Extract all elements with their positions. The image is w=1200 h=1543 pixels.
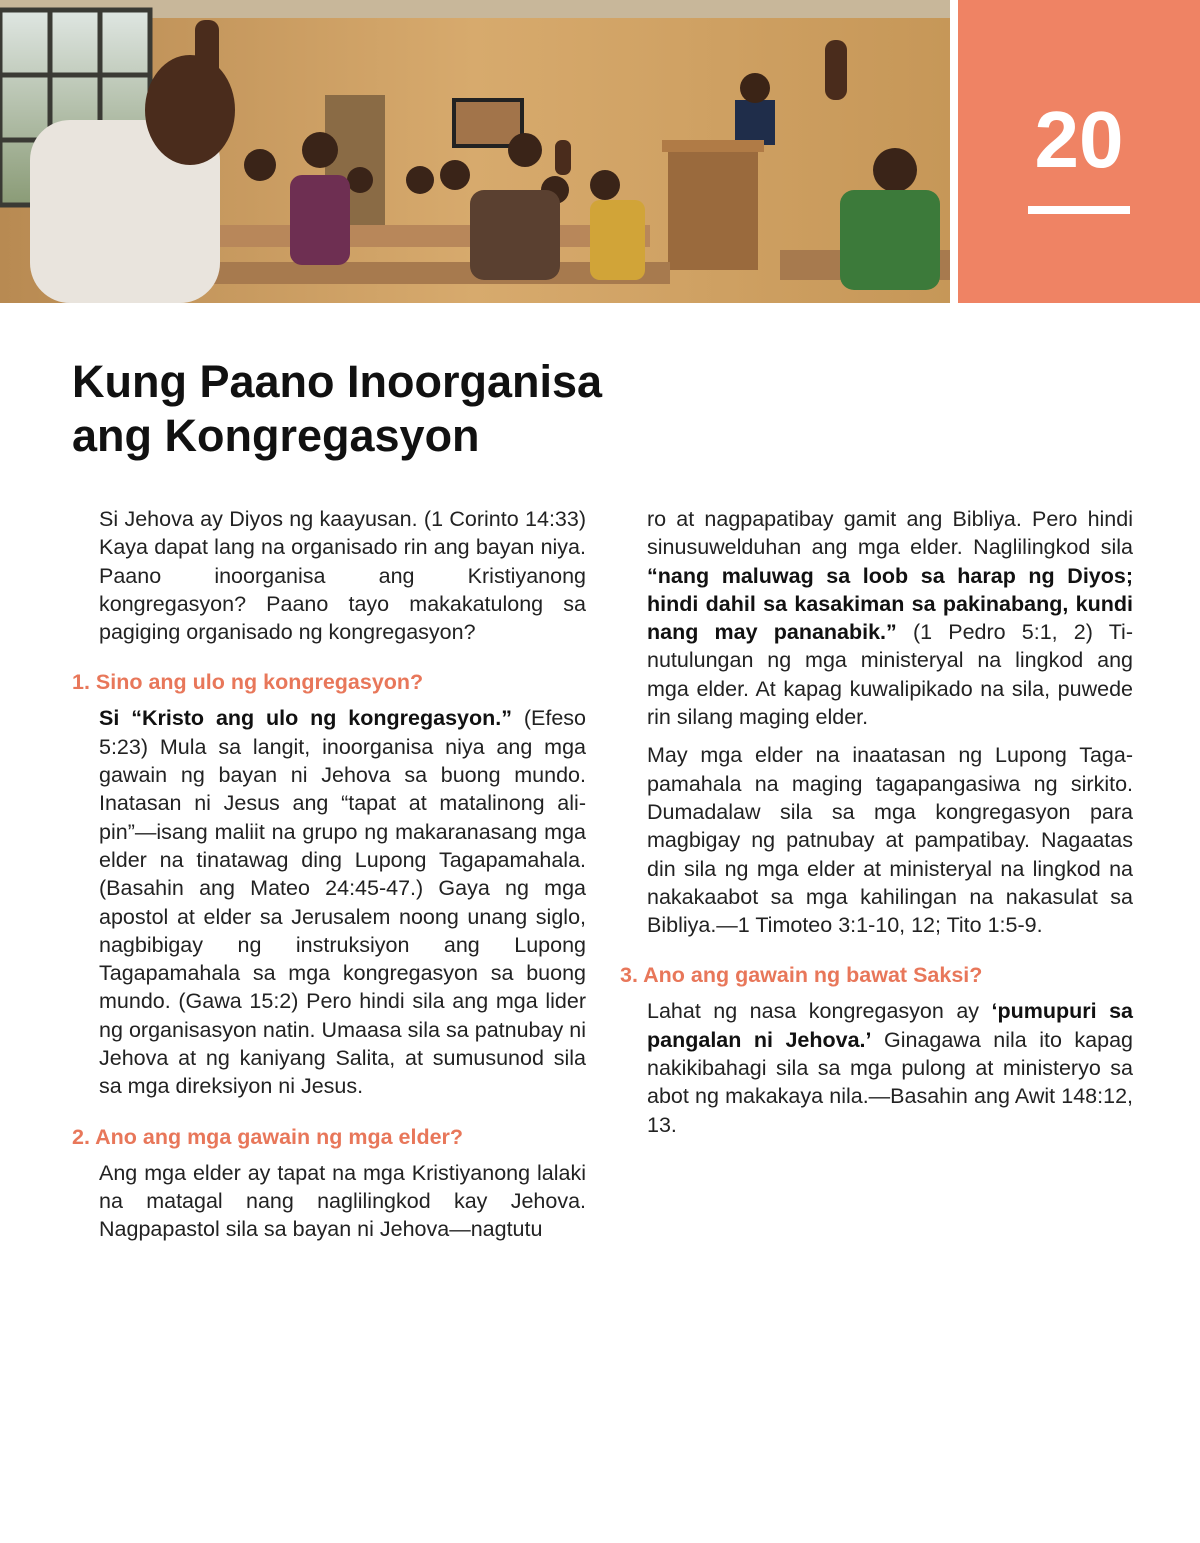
section-3-paragraph: [620, 997, 1133, 1138]
page-number-underline: [1028, 206, 1130, 214]
left-column: [72, 505, 586, 1254]
page-number-badge: [958, 0, 1200, 303]
intro-paragraph: Si Jehova ay Diyos ng kaayusan. (1 Corinto 14:33) Kaya dapat lang na organisado rin ang bayan niya. Paano inoorganisa ang Kristiyanong kongregasyon? Paano tayo makakatulong sa pagiging organisado ng kongregasyon?: [99, 507, 586, 645]
congregation-meeting-photo: [0, 0, 950, 303]
section-1-text: (Efeso 5:23) Mula sa langit, inoorganisa niya ang mga gawain ng bayan ni Jehova sa buong mundo. Inatasan ni Jesus ang “tapat at matalinong alipin”—isang maliit na grupo ng makaranasang mga elder na tinatawag ding Lupong Tagapamahala. (Basahin ang Mateo 24:45-47.) Gaya ng mga apostol at elder sa Jerusalem noong unang siglo, nagbibigay ng instruksiyon ang Lupong Tagapamahala sa mga kongregasyon sa buong mundo. (Gawa 15:2) Pero hindi sila ang mga lider ng organisasyon natin. Umaasa sila sa patnubay ni Jehova at ng kaniyang Salita, at sumusunod sila sa mga direksiyon ni Jesus.: [99, 706, 586, 1099]
section-1-heading: 1. Sino ang ulo ng kongregasyon?: [72, 670, 424, 695]
section-2-paragraph-start: Ang mga elder ay tapat na mga Kristiyanong lalaki na matagal nang naglilingkod kay Jehova. Nagpapastol sila sa bayan ni Jehova—nagtutu: [99, 1160, 586, 1242]
section-3-lead: Lahat ng nasa kongregasyon ay: [647, 999, 992, 1024]
page-number: 20: [1034, 95, 1124, 184]
section-3-bold-quote: ‘pumupuri sa pangalan ni Jehova.’: [647, 999, 1134, 1052]
section-1-lead: Si: [99, 706, 132, 731]
right-column: [620, 505, 1133, 1149]
section-3-heading: 3. Ano ang gawain ng bawat Saksi?: [620, 963, 983, 988]
section-1-bold-quote: “Kristo ang ulo ng kongregasyon.”: [131, 706, 512, 731]
page-title-line-2: ang Kongregasyon: [72, 410, 480, 461]
page-title-line-1: Kung Paano Inoorganisa: [72, 356, 603, 407]
section-2-paragraph-2: May mga elder na inaatasan ng Lupong Tagapamahala na maging tagapangasiwa ng sirkito. Dumadalaw sila sa mga kongregasyon para magbigay ng patnubay at pampatibay. Nagaatas din sila ng mga elder at ministeryal na lingkod na nakakaabot sa mga kahilingan na nakasulat sa Bibliya.—1 Timoteo 3:1-10, 12; Tito 1:5-9.: [647, 743, 1133, 938]
section-3-text: Ginagawa nila ito kapag nakikibahagi sila sa mga pulong at ministeryo sa abot ng makakaya nila.—Basahin ang Awit 148:12, 13.: [647, 1027, 1133, 1137]
section-2-paragraph-continued: [620, 505, 1133, 731]
section-2-cont-text: (1 Pedro 5:1, 2) Tinutulungan ng mga ministeryal na lingkod ang mga elder. At kapag kuwalipikado na sila, puwede rin silang maging elder.: [647, 620, 1133, 730]
page-title: [72, 355, 772, 463]
section-1-paragraph: [72, 704, 586, 1100]
section-2-heading: 2. Ano ang mga gawain ng mga elder?: [72, 1124, 464, 1149]
section-2-cont-lead: ro at nagpapatibay gamit ang Bibliya. Pero hindi sinusuwelduhan ang mga elder. Naglilingkod sila: [647, 507, 1133, 560]
section-2-bold-quote: “nang maluwag sa loob sa harap ng Diyos; hindi dahil sa kasakiman sa pakinabang, kundi nang may pananabik.”: [647, 563, 1133, 645]
